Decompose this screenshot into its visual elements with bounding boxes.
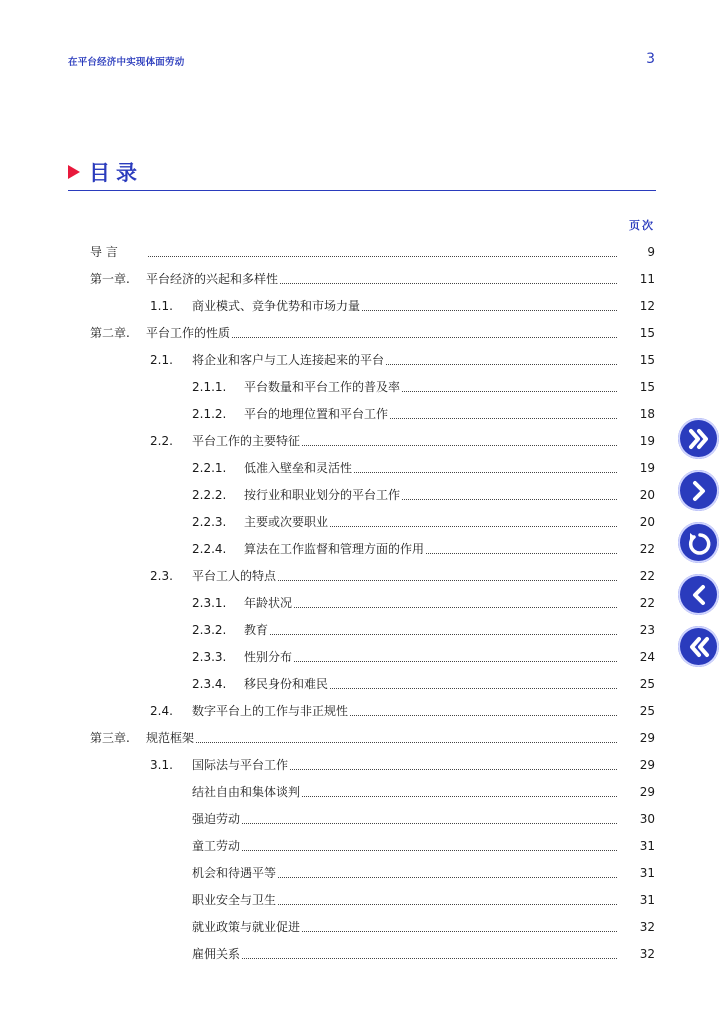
toc-leader-dots xyxy=(302,930,617,932)
toc-entry[interactable] xyxy=(192,508,655,535)
toc-entry[interactable] xyxy=(150,751,655,778)
toc-entry-title: 平台的地理位置和平台工作 xyxy=(244,407,389,421)
toc-entry-title: 低准入壁垒和灵活性 xyxy=(244,461,353,475)
toc-entry[interactable] xyxy=(90,319,655,346)
double-chevron-left-icon xyxy=(684,632,714,662)
toc-heading xyxy=(68,157,143,187)
toc-entry-title: 将企业和客户与工人连接起来的平台 xyxy=(192,353,385,367)
previous-page-button[interactable] xyxy=(678,574,719,615)
toc-entry[interactable] xyxy=(192,535,655,562)
toc-entry[interactable] xyxy=(150,697,655,724)
toc-entry-page: 29 xyxy=(639,757,655,772)
toc-entry-title: 结社自由和集体谈判 xyxy=(192,785,301,799)
toc-leader-dots xyxy=(232,336,617,338)
toc-leader-dots xyxy=(148,255,617,257)
toc-entry-page: 20 xyxy=(639,514,655,529)
toc-entry-page: 29 xyxy=(639,784,655,799)
toc-entry-title: 平台工人的特点 xyxy=(192,569,277,583)
toc-leader-dots xyxy=(242,849,617,851)
triangle-marker-icon xyxy=(68,165,80,179)
toc-entry-title: 就业政策与就业促进 xyxy=(192,920,301,934)
toc-entry-number: 2.2.2. xyxy=(192,487,227,502)
toc-entry-number: 2.1. xyxy=(150,352,173,367)
toc-entry[interactable] xyxy=(90,265,655,292)
toc-entry-number: 2.3.3. xyxy=(192,649,227,664)
toc-entry-number: 2.2. xyxy=(150,433,173,448)
toc-entry-number: 2.4. xyxy=(150,703,173,718)
toc-entry-title: 数字平台上的工作与非正规性 xyxy=(192,704,349,718)
toc-entry[interactable] xyxy=(192,886,655,913)
toc-entry[interactable] xyxy=(150,427,655,454)
toc-entry-page: 31 xyxy=(639,838,655,853)
toc-leader-dots xyxy=(362,309,617,311)
toc-leader-dots xyxy=(294,606,617,608)
toc-entry-number: 2.1.1. xyxy=(192,379,227,394)
toc-entry-title: 国际法与平台工作 xyxy=(192,758,289,772)
toc-entry[interactable] xyxy=(192,832,655,859)
toc-entry[interactable] xyxy=(192,778,655,805)
toc-entry-page: 19 xyxy=(639,433,655,448)
toc-entry-page: 19 xyxy=(639,460,655,475)
toc-entry[interactable] xyxy=(150,292,655,319)
toc-leader-dots xyxy=(330,525,617,527)
toc-entry-title: 强迫劳动 xyxy=(192,812,241,826)
toc-entry-number: 2.2.4. xyxy=(192,541,227,556)
toc-entry[interactable] xyxy=(192,643,655,670)
toc-entry[interactable] xyxy=(192,859,655,886)
toc-leader-dots xyxy=(242,822,617,824)
next-page-button[interactable] xyxy=(678,470,719,511)
toc-entry[interactable] xyxy=(192,589,655,616)
toc-leader-dots xyxy=(270,633,617,635)
running-header-page-number: 3 xyxy=(646,51,655,67)
heading-divider xyxy=(68,190,656,191)
toc-entry-number: 2.3.1. xyxy=(192,595,227,610)
toc-entry[interactable] xyxy=(192,400,655,427)
toc-entry-number: 第二章. xyxy=(90,326,130,340)
toc-leader-dots xyxy=(196,741,617,743)
toc-entry-title: 平台经济的兴起和多样性 xyxy=(146,272,279,286)
toc-entry-page: 15 xyxy=(639,352,655,367)
toc-entry-title: 雇佣关系 xyxy=(192,947,241,961)
toc-leader-dots xyxy=(386,363,617,365)
toc-entry-page: 25 xyxy=(639,703,655,718)
toc-entry-page: 11 xyxy=(639,271,655,286)
toc-entry[interactable] xyxy=(192,373,655,400)
last-page-button[interactable] xyxy=(678,418,719,459)
toc-entry-page: 22 xyxy=(639,595,655,610)
toc-leader-dots xyxy=(330,687,617,689)
toc-entry-number: 2.3.4. xyxy=(192,676,227,691)
toc-entry-page: 29 xyxy=(639,730,655,745)
toc-entry-title: 职业安全与卫生 xyxy=(192,893,277,907)
toc-leader-dots xyxy=(278,579,617,581)
toc-entry-page: 15 xyxy=(639,325,655,340)
toc-entry[interactable] xyxy=(150,346,655,373)
toc-entry[interactable] xyxy=(192,805,655,832)
toc-entry-title: 主要或次要职业 xyxy=(244,515,329,529)
chevron-right-icon xyxy=(684,476,714,506)
toc-entry-page: 15 xyxy=(639,379,655,394)
toc-entry-page: 31 xyxy=(639,892,655,907)
toc-entry-page: 24 xyxy=(639,649,655,664)
toc-entry[interactable] xyxy=(192,670,655,697)
toc-entry-page: 20 xyxy=(639,487,655,502)
toc-entry-number: 2.3. xyxy=(150,568,173,583)
toc-entry-page: 22 xyxy=(639,568,655,583)
toc-entry[interactable] xyxy=(192,481,655,508)
toc-entry-page: 12 xyxy=(639,298,655,313)
back-button[interactable] xyxy=(678,522,719,563)
toc-entry-title: 教育 xyxy=(244,623,269,637)
toc-entry[interactable] xyxy=(192,940,655,967)
toc-entry-number: 3.1. xyxy=(150,757,173,772)
running-header-title: 在平台经济中实现体面劳动 xyxy=(68,57,185,68)
toc-entry-number: 第一章. xyxy=(90,272,130,286)
toc-leader-dots xyxy=(294,660,617,662)
page-column-label: 页次 xyxy=(629,219,655,232)
toc-entry-title: 年龄状况 xyxy=(244,596,293,610)
toc-entry-page: 32 xyxy=(639,946,655,961)
toc-entry-title: 平台工作的性质 xyxy=(146,326,231,340)
toc-leader-dots xyxy=(402,498,617,500)
chevron-left-icon xyxy=(684,580,714,610)
toc-entry-page: 30 xyxy=(639,811,655,826)
toc-leader-dots xyxy=(390,417,617,419)
toc-entry[interactable] xyxy=(90,238,655,265)
toc-entry-number: 2.2.3. xyxy=(192,514,227,529)
toc-entry-title: 算法在工作监督和管理方面的作用 xyxy=(244,542,425,556)
toc-entry[interactable] xyxy=(192,913,655,940)
toc-leader-dots xyxy=(290,768,617,770)
toc-entry-number: 2.1.2. xyxy=(192,406,227,421)
toc-leader-dots xyxy=(350,714,617,716)
toc-leader-dots xyxy=(278,876,617,878)
toc-heading-text: 目录 xyxy=(89,161,143,185)
toc-leader-dots xyxy=(302,795,617,797)
toc-entry-number: 2.3.2. xyxy=(192,622,227,637)
toc-leader-dots xyxy=(280,282,617,284)
toc-entry-number: 导 言 xyxy=(90,245,118,259)
toc-entry-title: 机会和待遇平等 xyxy=(192,866,277,880)
toc-leader-dots xyxy=(402,390,617,392)
toc-entry-number: 第三章. xyxy=(90,731,130,745)
toc-entry[interactable] xyxy=(90,724,655,751)
toc-entry-title: 商业模式、竞争优势和市场力量 xyxy=(192,299,361,313)
toc-entry[interactable] xyxy=(192,616,655,643)
toc-entry[interactable] xyxy=(192,454,655,481)
return-icon xyxy=(684,528,714,558)
toc-entry-number: 2.2.1. xyxy=(192,460,227,475)
toc-entry-page: 22 xyxy=(639,541,655,556)
toc-leader-dots xyxy=(242,957,617,959)
toc-entry-title: 平台数量和平台工作的普及率 xyxy=(244,380,401,394)
toc-entry-number: 1.1. xyxy=(150,298,173,313)
toc-entry-title: 按行业和职业划分的平台工作 xyxy=(244,488,401,502)
toc-leader-dots xyxy=(354,471,617,473)
toc-entry-title: 移民身份和难民 xyxy=(244,677,329,691)
toc-leader-dots xyxy=(426,552,617,554)
toc-entry-title: 性别分布 xyxy=(244,650,293,664)
toc-entry-page: 32 xyxy=(639,919,655,934)
toc-entry-title: 规范框架 xyxy=(146,731,195,745)
double-chevron-right-icon xyxy=(684,424,714,454)
toc-entry-page: 25 xyxy=(639,676,655,691)
toc-entry-title: 童工劳动 xyxy=(192,839,241,853)
toc-entry-page: 9 xyxy=(647,244,655,259)
toc-entry-page: 18 xyxy=(639,406,655,421)
first-page-button[interactable] xyxy=(678,626,719,667)
toc-entry[interactable] xyxy=(150,562,655,589)
toc-leader-dots xyxy=(302,444,617,446)
toc-entry-page: 23 xyxy=(639,622,655,637)
toc-leader-dots xyxy=(278,903,617,905)
toc-entry-page: 31 xyxy=(639,865,655,880)
toc-entry-title: 平台工作的主要特征 xyxy=(192,434,301,448)
